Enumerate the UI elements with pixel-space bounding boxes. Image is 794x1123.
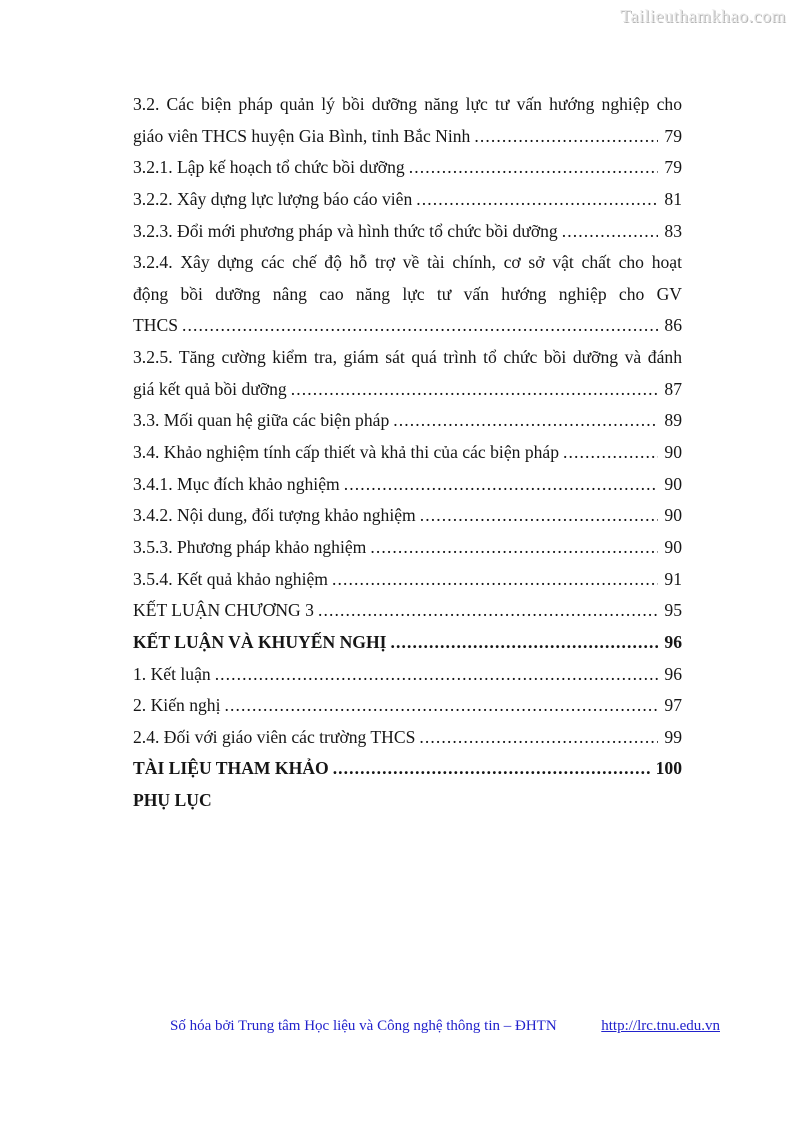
toc-row	[133, 690, 682, 722]
toc-row	[133, 564, 682, 596]
dot-leader	[393, 405, 658, 437]
toc-row	[133, 753, 682, 785]
toc-entry-text: KẾT LUẬN VÀ KHUYẾN NGHỊ	[133, 631, 387, 652]
toc-entry-text: 2. Kiến nghị	[133, 695, 221, 716]
toc-row	[133, 659, 682, 691]
toc-page-number: 87	[664, 378, 682, 399]
dot-leader	[474, 121, 658, 153]
toc-row	[133, 627, 682, 659]
toc-entry-text: 3.4. Khảo nghiệm tính cấp thiết và khả thi của các biện pháp	[133, 442, 560, 463]
toc-entry-text: giáo viên THCS huyện Gia Bình, tỉnh Bắc Ninh	[133, 125, 471, 146]
toc-row	[133, 437, 682, 469]
toc-entry-text: 3.2.4. Xây dựng các chế độ hỗ trợ về tài chính, cơ sở vật chất cho hoạt	[133, 252, 682, 273]
toc-row	[133, 469, 682, 501]
toc-entry-text: 3.4.1. Mục đích khảo nghiệm	[133, 473, 340, 494]
toc-entry-text: 3.2.3. Đổi mới phương pháp và hình thức tổ chức bồi dưỡng	[133, 220, 558, 241]
watermark-text: Tailieuthamkhao.com	[620, 6, 786, 26]
dot-leader	[318, 595, 658, 627]
dot-leader	[563, 437, 658, 469]
toc-page-number: 86	[664, 315, 682, 336]
dot-leader	[409, 152, 659, 184]
toc-row	[133, 184, 682, 216]
dot-leader	[224, 690, 658, 722]
toc-row	[133, 722, 682, 754]
toc-entry-text: PHỤ LỤC	[133, 790, 212, 811]
toc-row	[133, 405, 682, 437]
toc-row	[133, 152, 682, 184]
toc-page-number: 79	[664, 125, 682, 146]
toc-page-number: 91	[664, 568, 682, 589]
toc-page-number: 100	[655, 758, 682, 779]
toc-entry-text: KẾT LUẬN CHƯƠNG 3	[133, 600, 314, 621]
toc-entry-text: 3.3. Mối quan hệ giữa các biện pháp	[133, 410, 390, 431]
toc-page-number: 96	[664, 631, 682, 652]
toc-row	[133, 785, 682, 817]
footer-link[interactable]: http://lrc.tnu.edu.vn	[601, 1018, 720, 1034]
toc-entry-text: giá kết quả bồi dưỡng	[133, 378, 287, 399]
toc-page-number: 97	[664, 695, 682, 716]
toc-entry-text: 3.2. Các biện pháp quản lý bồi dưỡng năng lực tư vấn hướng nghiệp cho	[133, 94, 682, 114]
dot-leader	[344, 469, 659, 501]
toc-entry-text: động bồi dưỡng nâng cao năng lực tư vấn hướng nghiệp cho GV	[133, 283, 682, 304]
toc-page-number: 90	[664, 442, 682, 463]
toc-entry-text: 1. Kết luận	[133, 663, 211, 684]
toc-row	[133, 532, 682, 564]
toc-row	[133, 89, 682, 121]
toc-entry-text: 3.2.5. Tăng cường kiểm tra, giám sát quá trình tổ chức bồi dưỡng và đánh	[133, 347, 682, 368]
toc-page-number: 90	[664, 505, 682, 526]
footer-credit-text: Số hóa bởi Trung tâm Học liệu và Công nghệ thông tin – ĐHTN	[170, 1018, 557, 1034]
toc-entry-text: 3.2.2. Xây dựng lực lượng báo cáo viên	[133, 188, 413, 209]
table-of-contents	[133, 89, 682, 817]
toc-page-number: 89	[664, 410, 682, 431]
toc-page-number: 95	[664, 600, 682, 621]
toc-entry-text: 3.4.2. Nội dung, đối tượng khảo nghiệm	[133, 505, 416, 526]
page-footer	[170, 1018, 720, 1035]
toc-row	[133, 279, 682, 311]
toc-page-number: 99	[664, 726, 682, 747]
toc-entry-text: THCS	[133, 315, 178, 336]
dot-leader	[370, 532, 658, 564]
dot-leader	[562, 216, 659, 248]
toc-row	[133, 342, 682, 374]
dot-leader	[420, 500, 659, 532]
toc-entry-text: 3.5.4. Kết quả khảo nghiệm	[133, 568, 328, 589]
toc-row	[133, 216, 682, 248]
toc-page-number: 81	[664, 188, 682, 209]
toc-row	[133, 121, 682, 153]
toc-entry-text: 3.2.1. Lập kế hoạch tổ chức bồi dưỡng	[133, 157, 405, 178]
toc-page-number: 96	[664, 663, 682, 684]
dot-leader	[291, 374, 659, 406]
dot-leader	[332, 564, 658, 596]
toc-page-number: 79	[664, 157, 682, 178]
toc-row	[133, 247, 682, 279]
toc-page-number: 90	[664, 536, 682, 557]
dot-leader	[419, 722, 658, 754]
toc-row	[133, 310, 682, 342]
toc-page-number: 90	[664, 473, 682, 494]
dot-leader	[333, 753, 650, 785]
toc-entry-text: TÀI LIỆU THAM KHẢO	[133, 758, 329, 779]
toc-row	[133, 500, 682, 532]
toc-row	[133, 595, 682, 627]
dot-leader	[391, 627, 659, 659]
dot-leader	[215, 659, 659, 691]
dot-leader	[182, 310, 658, 342]
toc-entry-text: 2.4. Đối với giáo viên các trường THCS	[133, 726, 416, 747]
toc-page-number: 83	[664, 220, 682, 241]
toc-entry-text: 3.5.3. Phương pháp khảo nghiệm	[133, 536, 367, 557]
dot-leader	[416, 184, 658, 216]
toc-row	[133, 374, 682, 406]
